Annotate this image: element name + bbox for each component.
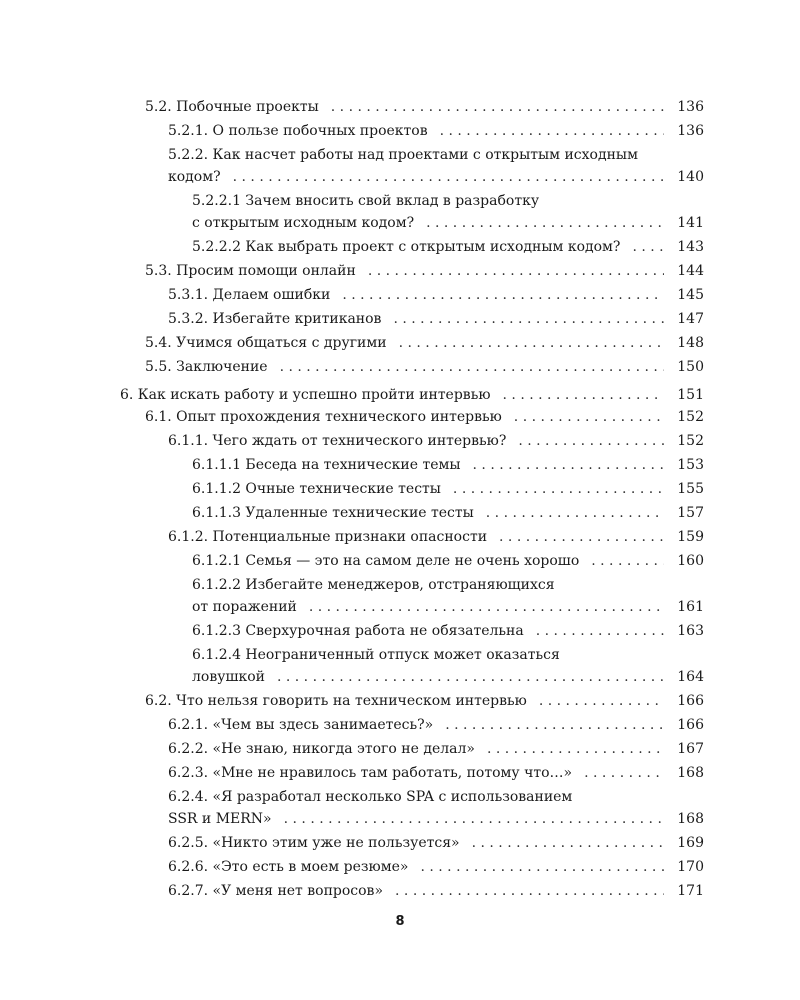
toc-entry-title: 6.1.2. Потенциальные признаки опасности bbox=[168, 529, 488, 545]
dot-leader bbox=[399, 332, 664, 354]
toc-entry-title: 6.2.7. «У меня нет вопросов» bbox=[168, 883, 384, 899]
dot-leader bbox=[499, 526, 664, 548]
toc-entry bbox=[0, 144, 800, 188]
toc-entry bbox=[0, 384, 800, 406]
toc-entry-page: 166 bbox=[677, 717, 704, 733]
toc-entry-page: 153 bbox=[677, 457, 704, 473]
toc-entry-page: 169 bbox=[677, 835, 704, 851]
toc-entry-page: 152 bbox=[677, 409, 704, 425]
table-of-contents bbox=[0, 96, 800, 904]
toc-entry-title: 6.2.5. «Никто этим уже не пользуется» bbox=[168, 835, 460, 851]
toc-entry bbox=[0, 454, 800, 476]
toc-entry-title-line: 6.2.4. «Я разработал несколько SPA с использованием bbox=[168, 789, 573, 805]
toc-entry-page: 147 bbox=[677, 311, 704, 327]
toc-entry bbox=[0, 832, 800, 854]
dot-leader bbox=[453, 478, 664, 500]
toc-entry bbox=[0, 308, 800, 330]
toc-entry bbox=[0, 284, 800, 306]
toc-entry-title: 6.1.2.3 Сверхурочная работа не обязательна bbox=[192, 623, 524, 639]
toc-entry-title: 6.1.2.1 Семья — это на самом деле не очень хорошо bbox=[192, 553, 580, 569]
toc-entry bbox=[0, 478, 800, 500]
toc-entry-title: 6.2.2. «Не знаю, никогда этого не делал» bbox=[168, 741, 475, 757]
toc-entry-title: 6.2.6. «Это есть в моем резюме» bbox=[168, 859, 409, 875]
toc-entry-page: 157 bbox=[677, 505, 704, 521]
toc-entry-title: с открытым исходным кодом? bbox=[192, 215, 415, 231]
toc-entry-page: 152 bbox=[677, 433, 704, 449]
toc-entry-page: 163 bbox=[677, 623, 704, 639]
toc-entry-page: 170 bbox=[677, 859, 704, 875]
dot-leader bbox=[309, 596, 664, 618]
toc-entry-page: 168 bbox=[677, 765, 704, 781]
toc-entry bbox=[0, 738, 800, 760]
toc-entry bbox=[0, 502, 800, 524]
toc-entry-title: 5.4. Учимся общаться с другими bbox=[145, 335, 387, 351]
dot-leader bbox=[280, 356, 664, 378]
page-number: 8 bbox=[395, 914, 405, 929]
toc-entry bbox=[0, 406, 800, 428]
toc-entry bbox=[0, 430, 800, 452]
toc-entry-page: 143 bbox=[677, 239, 704, 255]
dot-leader bbox=[518, 430, 664, 452]
toc-entry-page: 159 bbox=[677, 529, 704, 545]
dot-leader bbox=[591, 550, 664, 572]
dot-leader bbox=[426, 212, 664, 234]
toc-entry bbox=[0, 574, 800, 618]
toc-entry-page: 144 bbox=[677, 263, 704, 279]
toc-entry-title: 5.3. Просим помощи онлайн bbox=[145, 263, 356, 279]
dot-leader bbox=[487, 738, 664, 760]
toc-entry-title: ловушкой bbox=[192, 669, 265, 685]
toc-entry bbox=[0, 714, 800, 736]
dot-leader bbox=[536, 620, 664, 642]
dot-leader bbox=[473, 454, 664, 476]
toc-entry bbox=[0, 260, 800, 282]
dot-leader bbox=[440, 120, 664, 142]
dot-leader bbox=[284, 808, 664, 830]
toc-entry-page: 141 bbox=[677, 215, 704, 231]
toc-entry bbox=[0, 880, 800, 902]
toc-entry-page: 136 bbox=[677, 123, 704, 139]
dot-leader bbox=[539, 690, 664, 712]
toc-entry bbox=[0, 96, 800, 118]
dot-leader bbox=[503, 384, 664, 406]
toc-entry bbox=[0, 190, 800, 234]
toc-entry bbox=[0, 356, 800, 378]
toc-entry-page: 145 bbox=[677, 287, 704, 303]
toc-entry-title: 6.1.1.2 Очные технические тесты bbox=[192, 481, 441, 497]
toc-entry bbox=[0, 236, 800, 258]
dot-leader bbox=[584, 762, 664, 784]
toc-entry bbox=[0, 620, 800, 642]
toc-entry bbox=[0, 526, 800, 548]
dot-leader bbox=[514, 406, 664, 428]
toc-entry-page: 168 bbox=[677, 811, 704, 827]
dot-leader bbox=[233, 166, 664, 188]
dot-leader bbox=[472, 832, 664, 854]
toc-entry-title-line: 6.1.2.4 Неограниченный отпуск может оказаться bbox=[192, 647, 560, 663]
toc-entry bbox=[0, 786, 800, 830]
toc-entry-title: от поражений bbox=[192, 599, 297, 615]
toc-entry-title: кодом? bbox=[168, 169, 221, 185]
toc-entry-title: 5.3.1. Делаем ошибки bbox=[168, 287, 331, 303]
toc-entry-page: 140 bbox=[677, 169, 704, 185]
toc-entry-title-line: 6.1.2.2 Избегайте менеджеров, отстраняющихся bbox=[192, 577, 555, 593]
dot-leader bbox=[342, 284, 664, 306]
toc-entry-title: 5.2.2.2 Как выбрать проект с открытым исходным кодом? bbox=[192, 239, 621, 255]
toc-entry-title: 6.2. Что нельзя говорить на техническом интервью bbox=[145, 693, 527, 709]
dot-leader bbox=[420, 856, 664, 878]
toc-entry-page: 150 bbox=[677, 359, 704, 375]
toc-entry-page: 161 bbox=[677, 599, 704, 615]
toc-entry-title: 6.2.1. «Чем вы здесь занимаетесь?» bbox=[168, 717, 434, 733]
toc-entry-page: 148 bbox=[677, 335, 704, 351]
toc-entry bbox=[0, 332, 800, 354]
dot-leader bbox=[277, 666, 664, 688]
toc-entry-title: 6.1.1. Чего ждать от технического интервью? bbox=[168, 433, 507, 449]
toc-entry-title: SSR и MERN» bbox=[168, 811, 272, 827]
toc-entry-page: 171 bbox=[677, 883, 704, 899]
toc-entry-title: 6.1.1.3 Удаленные технические тесты bbox=[192, 505, 474, 521]
toc-entry-title: 5.5. Заключение bbox=[145, 359, 268, 375]
toc-entry bbox=[0, 856, 800, 878]
toc-entry-title: 5.2. Побочные проекты bbox=[145, 99, 319, 115]
toc-entry-title-line: 5.2.2. Как насчет работы над проектами с открытым исходным bbox=[168, 147, 638, 163]
toc-entry-title: 5.3.2. Избегайте критиканов bbox=[168, 311, 382, 327]
toc-entry bbox=[0, 690, 800, 712]
toc-entry bbox=[0, 550, 800, 572]
toc-entry-title: 5.2.1. О пользе побочных проектов bbox=[168, 123, 428, 139]
dot-leader bbox=[331, 96, 664, 118]
toc-entry-page: 160 bbox=[677, 553, 704, 569]
dot-leader bbox=[393, 308, 664, 330]
toc-entry-title: 6.1.1.1 Беседа на технические темы bbox=[192, 457, 461, 473]
toc-entry-title-line: 5.2.2.1 Зачем вносить свой вклад в разработку bbox=[192, 193, 540, 209]
toc-entry-title: 6.2.3. «Мне не нравилось там работать, потому что…» bbox=[168, 765, 573, 781]
toc-entry bbox=[0, 762, 800, 784]
toc-entry-page: 151 bbox=[677, 387, 704, 403]
toc-entry-title: 6.1. Опыт прохождения технического интервью bbox=[145, 409, 502, 425]
toc-entry bbox=[0, 120, 800, 142]
dot-leader bbox=[632, 236, 664, 258]
toc-entry-page: 136 bbox=[677, 99, 704, 115]
toc-entry-page: 166 bbox=[677, 693, 704, 709]
dot-leader bbox=[395, 880, 664, 902]
toc-entry bbox=[0, 644, 800, 688]
toc-entry-page: 164 bbox=[677, 669, 704, 685]
toc-entry-page: 155 bbox=[677, 481, 704, 497]
toc-entry-page: 167 bbox=[677, 741, 704, 757]
dot-leader bbox=[486, 502, 664, 524]
dot-leader bbox=[445, 714, 664, 736]
dot-leader bbox=[368, 260, 664, 282]
toc-entry-title: 6. Как искать работу и успешно пройти интервью bbox=[120, 387, 491, 403]
